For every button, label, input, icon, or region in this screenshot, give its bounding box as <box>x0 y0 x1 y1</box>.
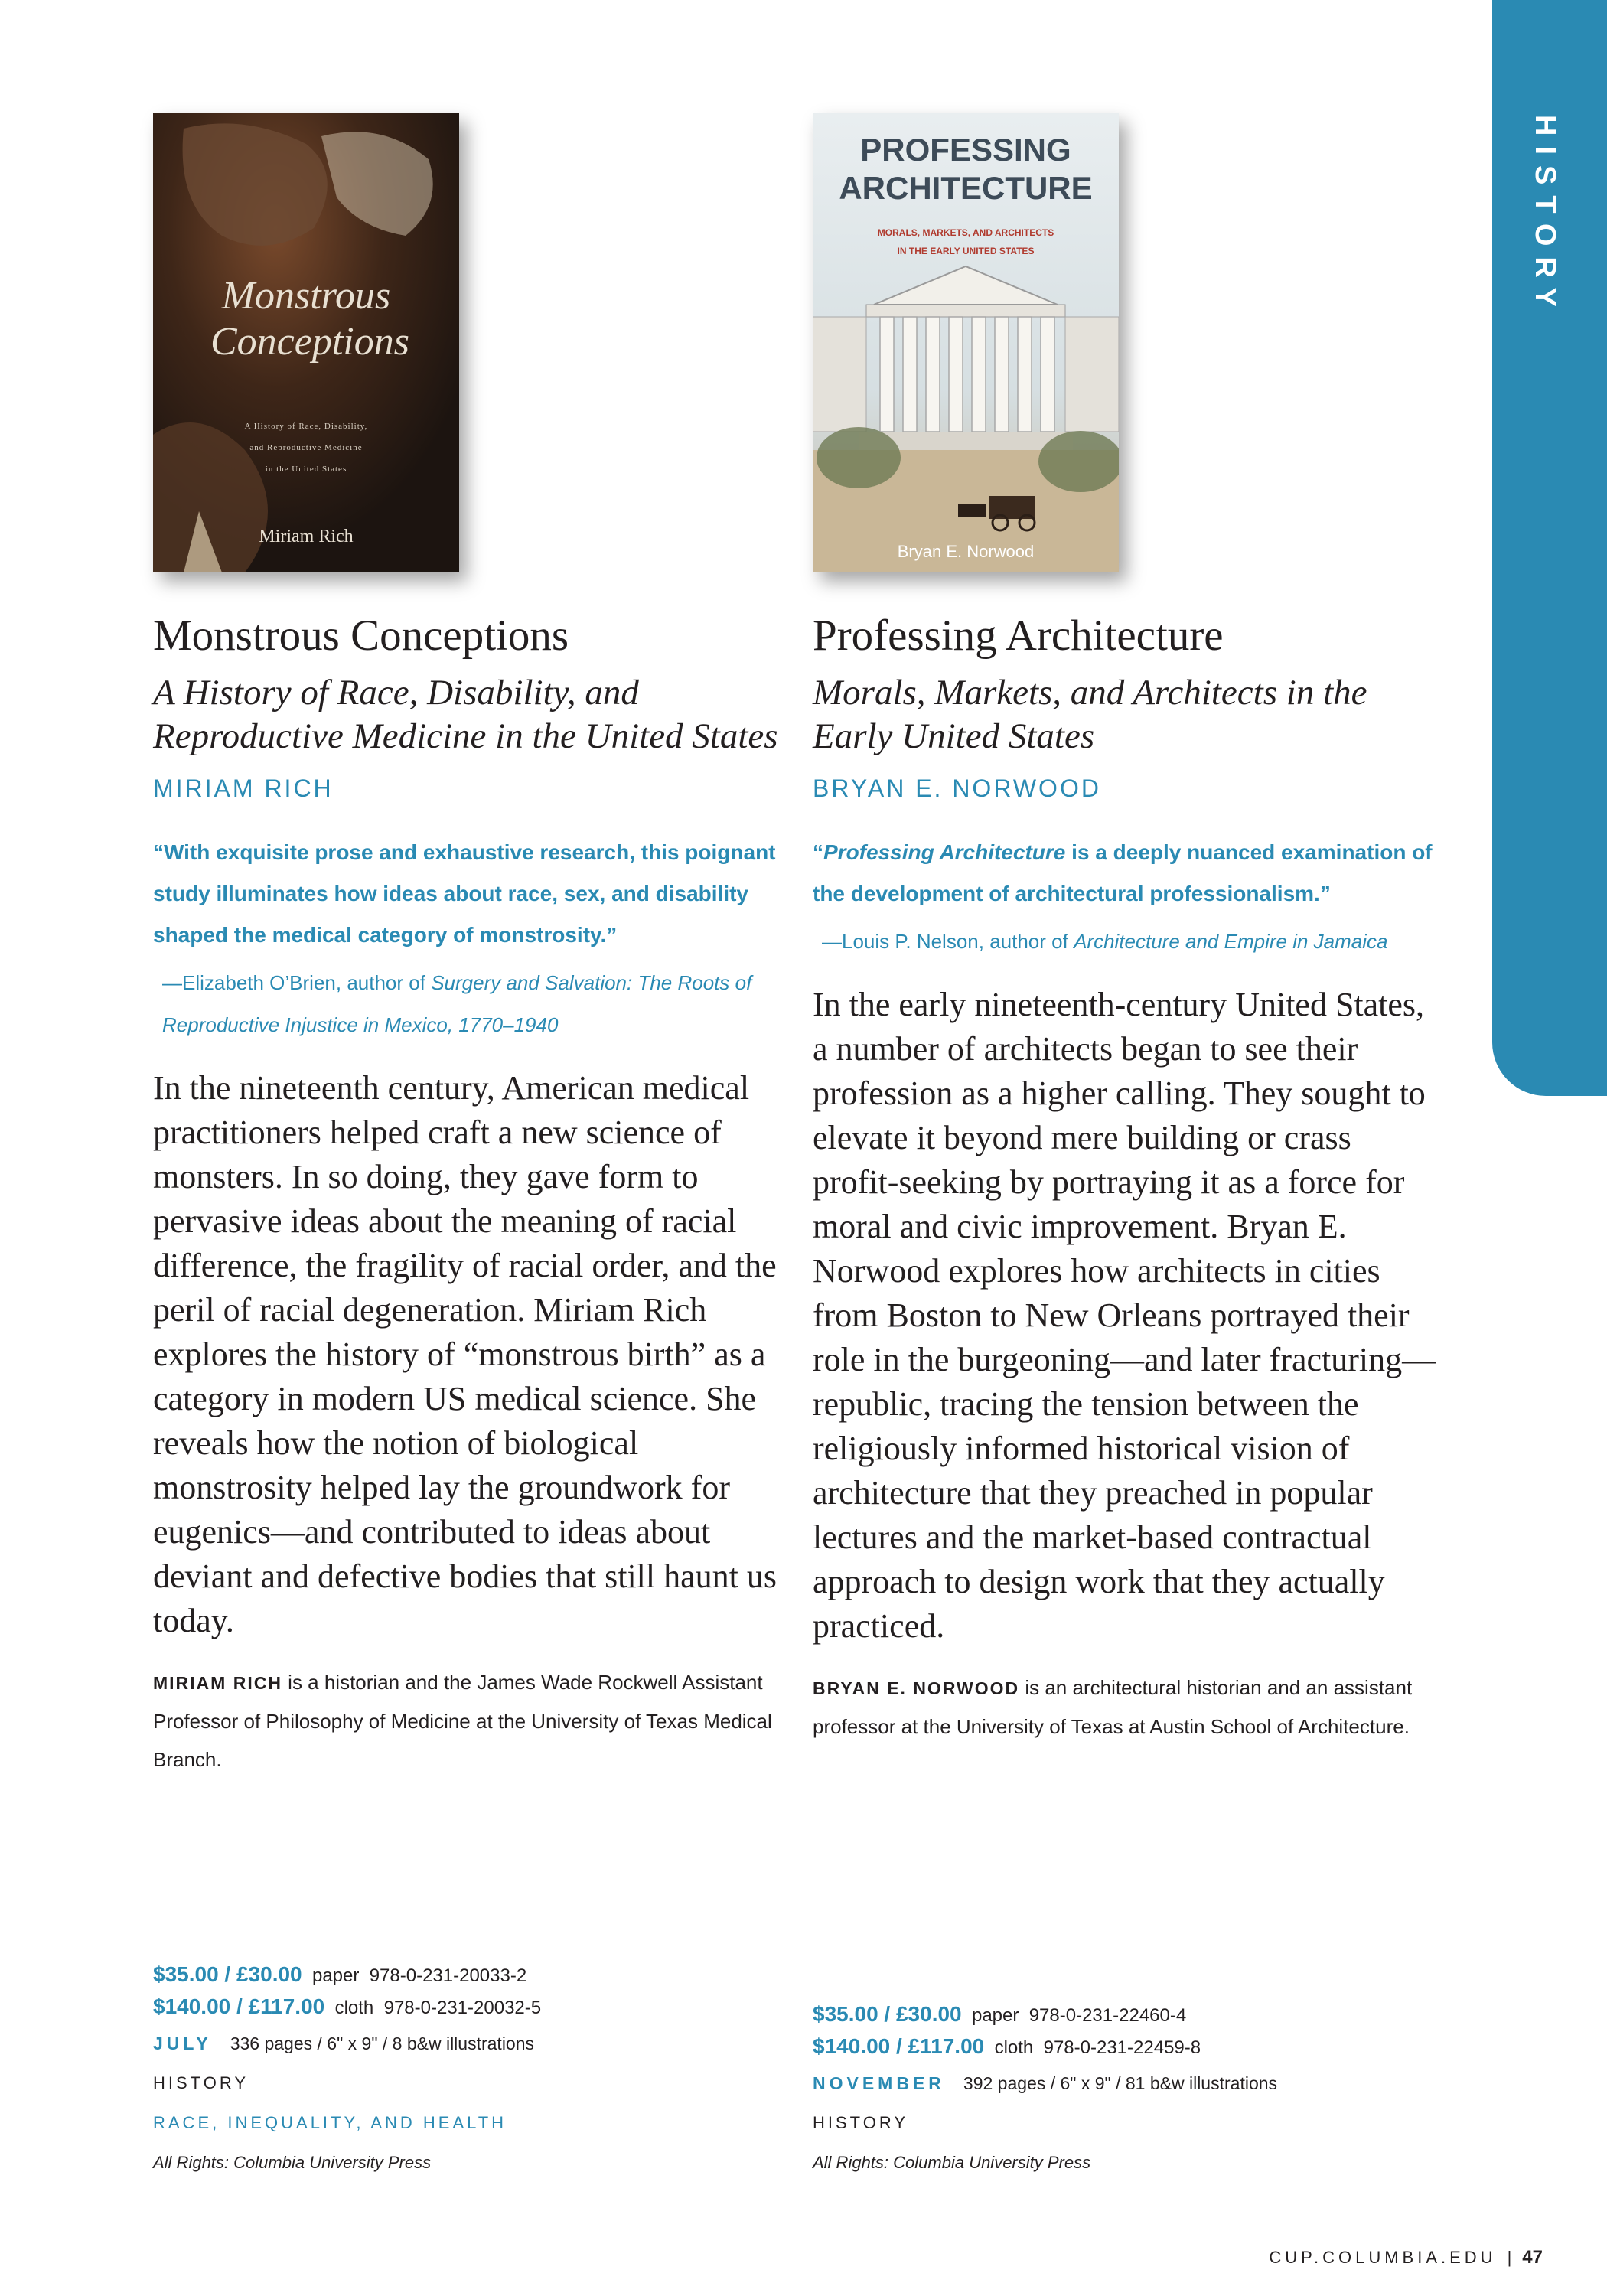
footer-url[interactable]: CUP.COLUMBIA.EDU <box>1269 2248 1497 2267</box>
book-subtitle: A History of Race, Disability, and Reproductive Medicine in the United States <box>153 672 778 757</box>
endorsement-quote: “With exquisite prose and exhaustive research, this poignant study illuminates how ideas about race, sex, and disability shaped the medical category of monstrosity.” <box>153 840 776 947</box>
attribution-prefix: —Louis P. Nelson, author of <box>822 930 1074 954</box>
svg-text:Bryan E. Norwood: Bryan E. Norwood <box>897 542 1035 561</box>
cover-art <box>813 113 1119 572</box>
svg-text:Monstrous: Monstrous <box>221 274 391 318</box>
price-paper: $35.00 / £30.00 <box>153 1962 302 1986</box>
paper-label: paper <box>971 2005 1019 2026</box>
cloth-label: cloth <box>334 1998 374 2018</box>
isbn-paper: 978-0-231-20033-2 <box>369 1965 527 1986</box>
bio-text: is an architectural historian and an assistant professor at the University of Texas at Austin School of Architecture. <box>813 1676 1413 1739</box>
quote-text: is a deeply nuanced examination of the development of architectural professionalism.” <box>813 840 1433 906</box>
page-specs: 392 pages / 6" x 9" / 81 b&w illustrations <box>963 2073 1278 2093</box>
price-paper-line <box>153 1959 541 1991</box>
book-entry-professing-architecture <box>813 113 1440 1746</box>
pub-details <box>153 2024 541 2063</box>
svg-text:PROFESSING: PROFESSING <box>860 132 1071 168</box>
svg-text:ARCHITECTURE: ARCHITECTURE <box>839 170 1093 206</box>
page-specs: 336 pages / 6" x 9" / 8 b&w illustrations <box>230 2033 535 2053</box>
book-cover-monstrous-conceptions <box>153 113 459 572</box>
book-author: BRYAN E. NORWOOD <box>813 775 1101 803</box>
book-description: In the nineteenth century, American medical practitioners helped craft a new science of monsters. In so doing, they gave form to pervasive ideas about the meaning of racial difference, the fragility of racial order, and the peril of racial degeneration. Miriam Rich explores the history of “monstrous birth” as a category in modern US medical science. She reveals how the notion of biological monstrosity helped lay the groundwork for eugenics—and contributed to ideas about deviant and defective bodies that still haunt us today. <box>153 1069 777 1640</box>
price-cloth-line <box>813 2031 1277 2063</box>
isbn-cloth: 978-0-231-20032-5 <box>383 1998 542 2018</box>
svg-text:Conceptions: Conceptions <box>210 320 409 364</box>
bio-name: BRYAN E. NORWOOD <box>813 1678 1020 1699</box>
book-entry-monstrous-conceptions <box>153 113 781 1779</box>
page-number: 47 <box>1522 2247 1543 2268</box>
quote-work: Professing Architecture <box>823 840 1066 865</box>
price-paper-line <box>813 1999 1277 2031</box>
category: HISTORY <box>153 2073 249 2092</box>
pub-month: JULY <box>153 2033 212 2053</box>
book-author: MIRIAM RICH <box>153 775 334 803</box>
price-cloth: $140.00 / £117.00 <box>813 2034 985 2058</box>
price-cloth: $140.00 / £117.00 <box>153 1994 325 2018</box>
rights: All Rights: Columbia University Press <box>813 2153 1091 2172</box>
author-bio <box>153 1663 781 1779</box>
pub-details <box>813 2063 1277 2103</box>
attribution-work: Architecture and Empire in Jamaica <box>1074 930 1388 954</box>
bio-name: MIRIAM RICH <box>153 1673 282 1694</box>
endorsement-quote: “Professing Architecture is a deeply nuanced examination of the development of architectural professionalism.” <box>813 840 1433 906</box>
price-paper: $35.00 / £30.00 <box>813 2002 962 2026</box>
book-subtitle: Morals, Markets, and Architects in the Early United States <box>813 672 1367 757</box>
book-description: In the early nineteenth-century United States, a number of architects began to see their profession as a higher calling. They sought to elevate it beyond mere building or crass profit-seeking by portraying it as a force for moral and civic improvement. Bryan E. Norwood explores how architects in cities from Boston to New Orleans portrayed their role in the burgeoning—and later fracturing—republic, tracing the tension between the religiously informed historical vision of architecture that they preached in popular lectures and the market-based contractual approach to design work that they actually practiced. <box>813 986 1436 1645</box>
book-title: Professing Architecture <box>813 612 1224 660</box>
book-title: Monstrous Conceptions <box>153 612 569 660</box>
page-footer <box>1269 2247 1543 2268</box>
price-cloth-line <box>153 1991 541 2024</box>
paper-label: paper <box>311 1965 360 1986</box>
category: HISTORY <box>813 2113 908 2132</box>
attribution-prefix: —Elizabeth O’Brien, author of <box>162 971 432 995</box>
rights: All Rights: Columbia University Press <box>153 2153 432 2172</box>
svg-text:in the United States: in the United States <box>265 465 347 474</box>
book-cover-professing-architecture <box>813 113 1119 572</box>
endorsement-attribution <box>813 921 1440 963</box>
section-tab-label: HISTORY <box>1529 115 1561 318</box>
svg-text:A History of Race, Disability,: A History of Race, Disability, <box>244 422 368 431</box>
svg-text:IN THE EARLY UNITED STATES: IN THE EARLY UNITED STATES <box>897 246 1035 256</box>
bio-text: is a historian and the James Wade Rockwell Assistant Professor of Philosophy of Medicine at the University of Texas Medical Branch. <box>153 1671 772 1772</box>
author-bio <box>813 1668 1440 1746</box>
series: RACE, INEQUALITY, AND HEALTH <box>153 2113 507 2132</box>
book-info-professing-architecture <box>813 1999 1277 2183</box>
pub-month: NOVEMBER <box>813 2073 945 2093</box>
cover-art <box>153 113 459 572</box>
book-info-monstrous-conceptions <box>153 1959 541 2183</box>
cloth-label: cloth <box>994 2037 1034 2058</box>
attribution-work: Surgery and Salvation: The Roots of Reproductive Injustice in Mexico, 1770–1940 <box>162 971 752 1037</box>
endorsement-attribution <box>153 962 781 1046</box>
svg-text:MORALS, MARKETS, AND ARCHITECT: MORALS, MARKETS, AND ARCHITECTS <box>877 227 1054 238</box>
isbn-cloth: 978-0-231-22459-8 <box>1043 2037 1201 2058</box>
isbn-paper: 978-0-231-22460-4 <box>1028 2005 1187 2026</box>
svg-text:Miriam Rich: Miriam Rich <box>259 527 354 546</box>
svg-text:and Reproductive Medicine: and Reproductive Medicine <box>249 443 363 452</box>
footer-separator: | <box>1507 2248 1512 2267</box>
